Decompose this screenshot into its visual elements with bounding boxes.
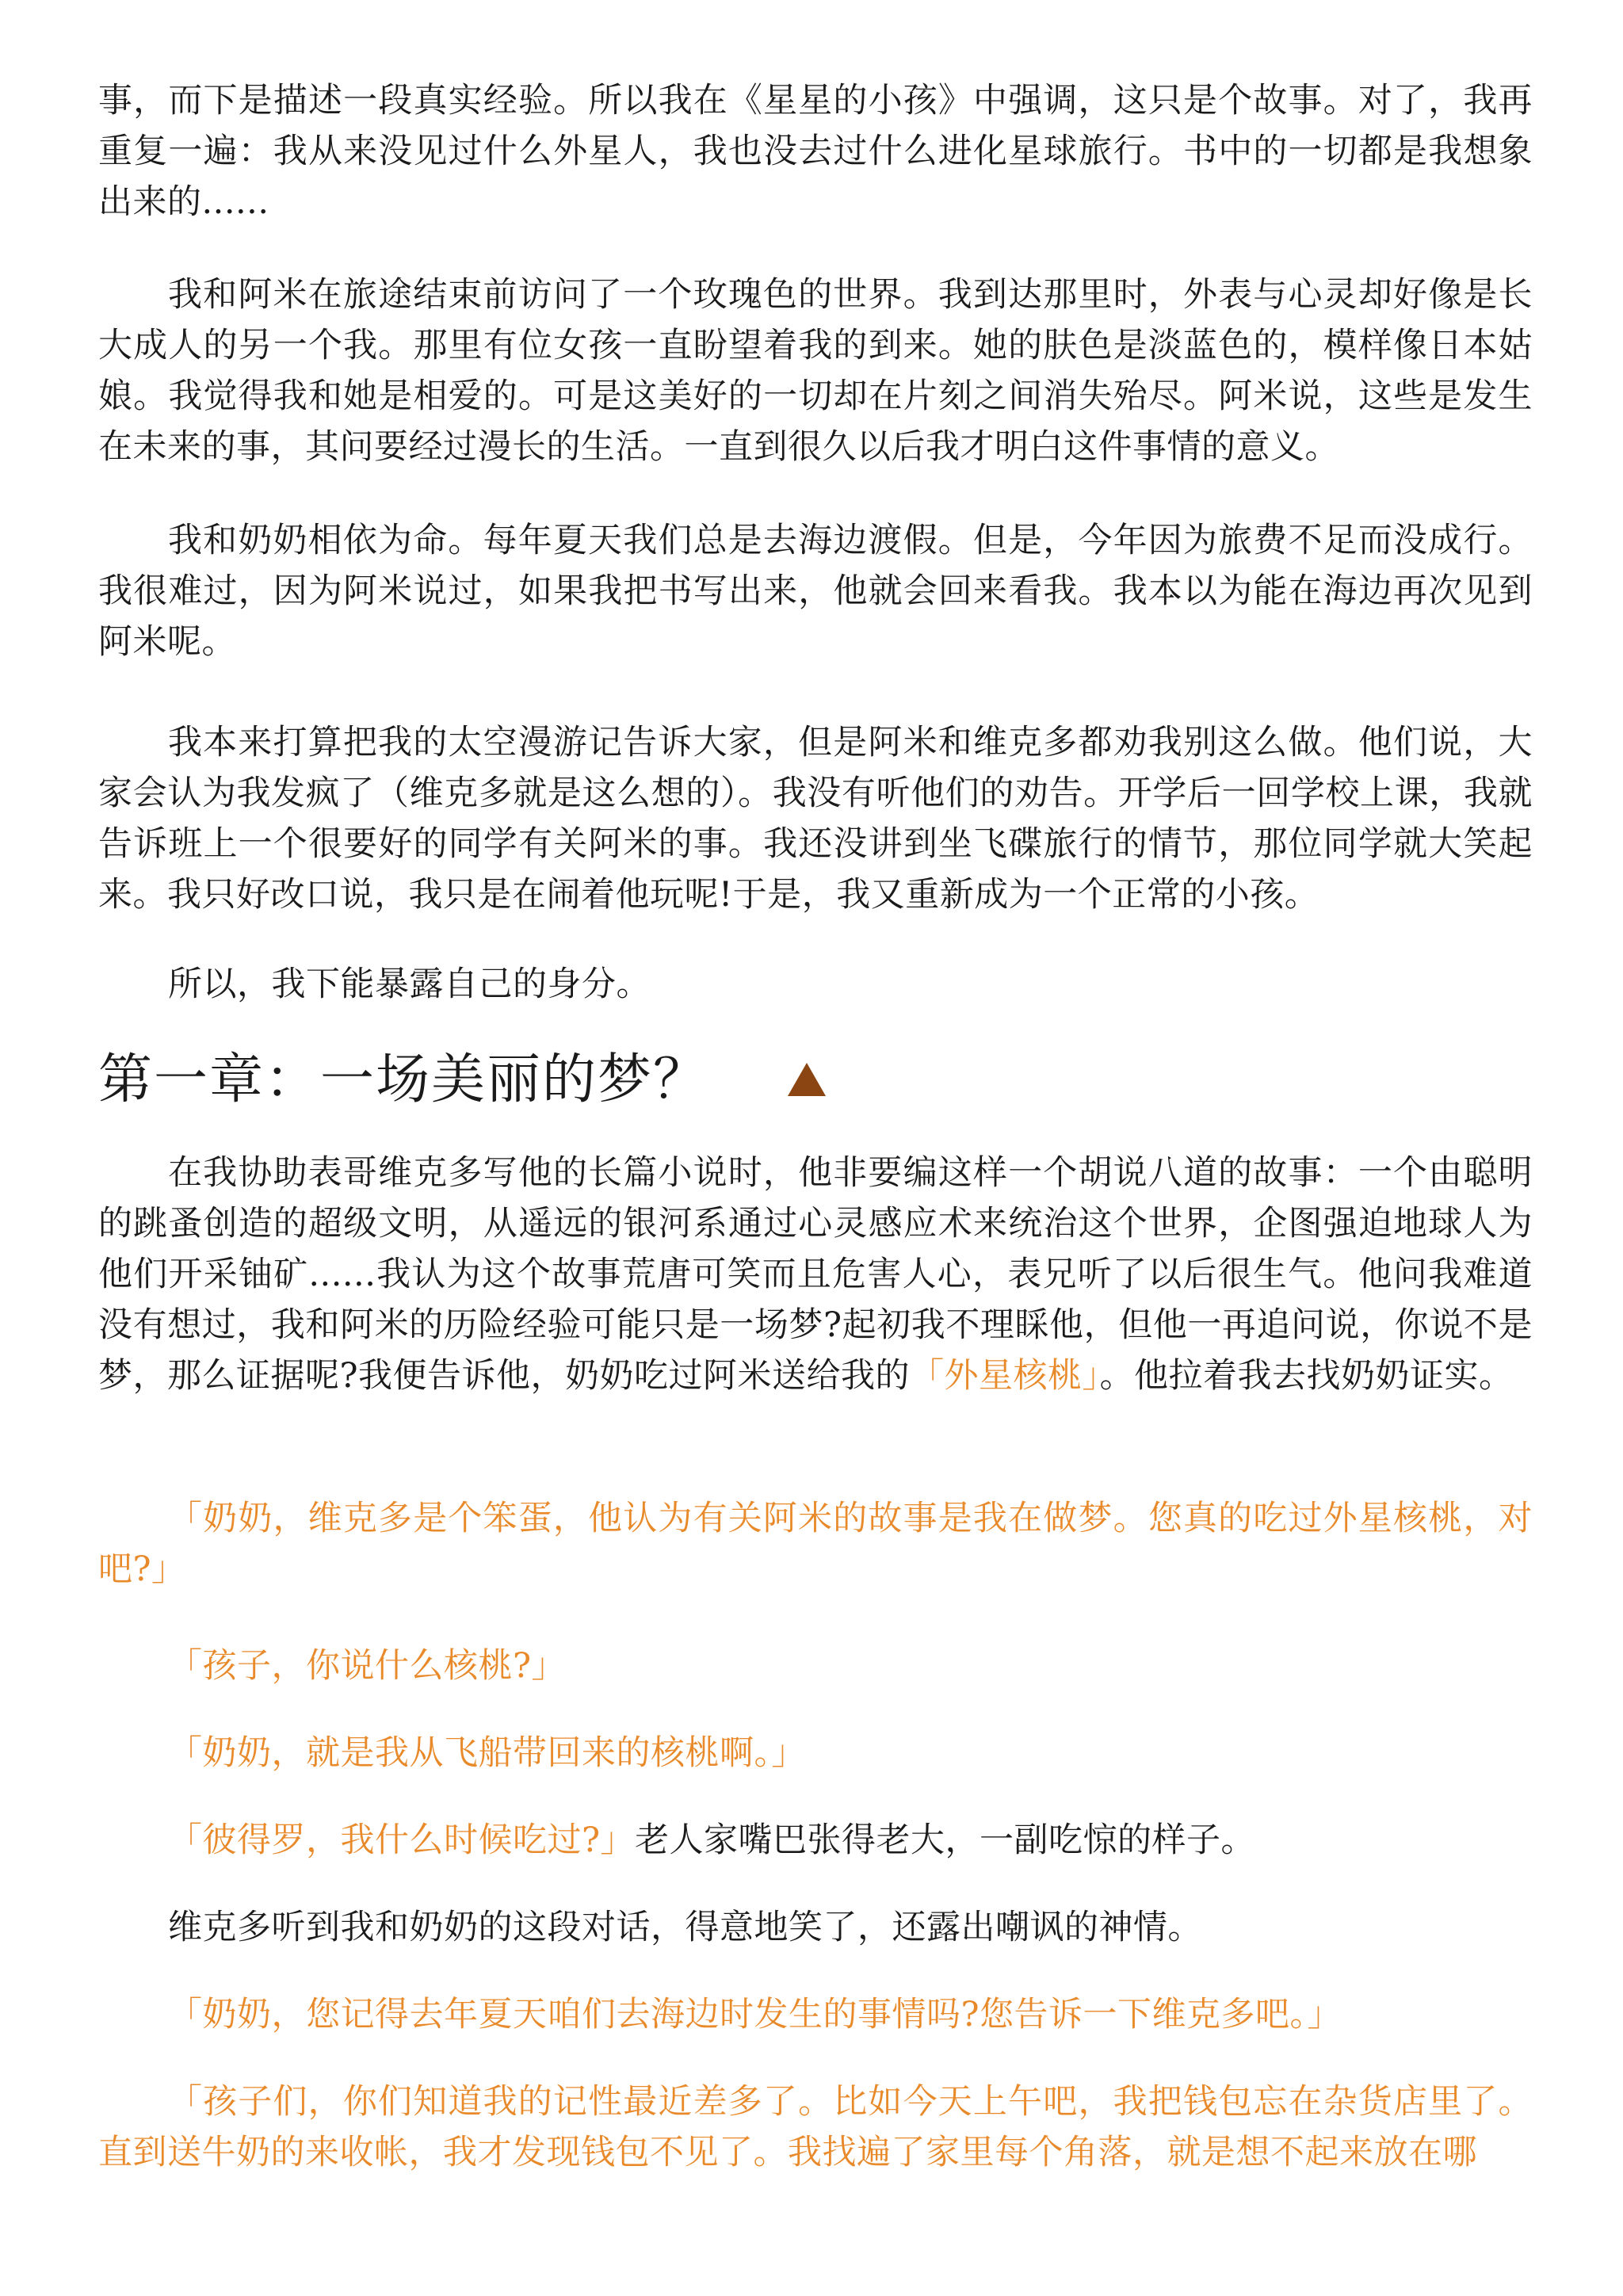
- triangle-up-icon[interactable]: [788, 1063, 826, 1096]
- dialogue-1: 「奶奶，维克多是个笨蛋，他认为有关阿米的故事是我在做梦。您真的吃过外星核桃，对吧?」: [98, 1499, 1533, 1589]
- paragraph-intro-3: 我和奶奶相依为命。每年夏天我们总是去海边渡假。但是，今年因为旅费不足而没成行。我很难过，因为阿米说过，如果我把书写出来，他就会回来看我。我本以为能在海边再次见到阿米呢。: [98, 521, 1533, 662]
- dialogue-2: 「孩子，你说什么核桃?」: [168, 1646, 567, 1686]
- paragraph-intro-4: 我本来打算把我的太空漫游记告诉大家，但是阿米和维克多都劝我别这么做。他们说，大家会认为我发疯了（维克多就是这么想的）。我没有听他们的劝告。开学后一回学校上课，我就告诉班上一个很要好的同学有关阿米的事。我还没讲到坐飞碟旅行的情节，那位同学就大笑起来。我只好改口说，我只是在闹着他玩呢!于是，我又重新成为一个正常的小孩。: [98, 723, 1533, 915]
- dialogue-7: 「孩子们，你们知道我的记性最近差多了。比如今天上午吧，我把钱包忘在杂货店里了。直到送牛奶的来收帐，我才发现钱包不见了。我找遍了家里每个角落，就是想不起来放在哪: [98, 2082, 1533, 2172]
- paragraph-intro-2: 我和阿米在旅途结束前访问了一个玫瑰色的世界。我到达那里时，外表与心灵却好像是长大成人的另一个我。那里有位女孩一直盼望着我的到来。她的肤色是淡蓝色的，模样像日本姑娘。我觉得我和她是相爱的。可是这美好的一切却在片刻之间消失殆尽。阿米说，这些是发生在未来的事，其问要经过漫长的生活。一直到很久以后我才明白这件事情的意义。: [98, 275, 1533, 467]
- dialogue-3: 「奶奶，就是我从飞船带回来的核桃啊。」: [168, 1733, 806, 1773]
- paragraph-intro-1: 事，而下是描述一段真实经验。所以我在《星星的小孩》中强调，这只是个故事。对了，我再重复一遍：我从来没见过什么外星人，我也没去过什么进化星球旅行。书中的一切都是我想象出来的......: [98, 81, 1533, 222]
- chapter-paragraph-text-end: 。他拉着我去找奶奶证实。: [1099, 1356, 1514, 1396]
- dialogue-4: [98, 1815, 1533, 1866]
- dialogue-6: 「奶奶，您记得去年夏天咱们去海边时发生的事情吗?您告诉一下维克多吧。」: [168, 1995, 1342, 2034]
- dialogue-4-quote: 「彼得罗，我什么时候吃过?」: [168, 1820, 636, 1860]
- paragraph-intro-5: 所以，我下能暴露自己的身分。: [168, 965, 651, 1004]
- chapter-paragraph-1: [98, 1148, 1533, 1401]
- narration-5: 维克多听到我和奶奶的这段对话，得意地笑了，还露出嘲讽的神情。: [168, 1908, 1202, 1947]
- chapter-heading: [98, 1045, 1533, 1116]
- document-page: [98, 0, 1533, 2296]
- chapter-paragraph-text: 在我协助表哥维克多写他的长篇小说时，他非要编这样一个胡说八道的故事：一个由聪明的跳蚤创造的超级文明，从遥远的银河系通过心灵感应术来统治这个世界，企图强迫地球人为他们开采铀矿......我认为这个故事荒唐可笑而且危害人心，表兄听了以后很生气。他问我难道没有想过，我和阿米的历险经验可能只是一场梦?起初我不理睬他，但他一再追问说，你说不是梦，那么证据呢?我便告诉他，奶奶吃过阿米送给我的: [98, 1153, 1533, 1396]
- chapter-title: 第一章：一场美丽的梦？: [98, 1049, 709, 1111]
- dialogue-4-narration: 老人家嘴巴张得老大，一副吃惊的样子。: [635, 1820, 1256, 1860]
- alien-walnut-highlight: 「外星核桃」: [910, 1356, 1100, 1396]
